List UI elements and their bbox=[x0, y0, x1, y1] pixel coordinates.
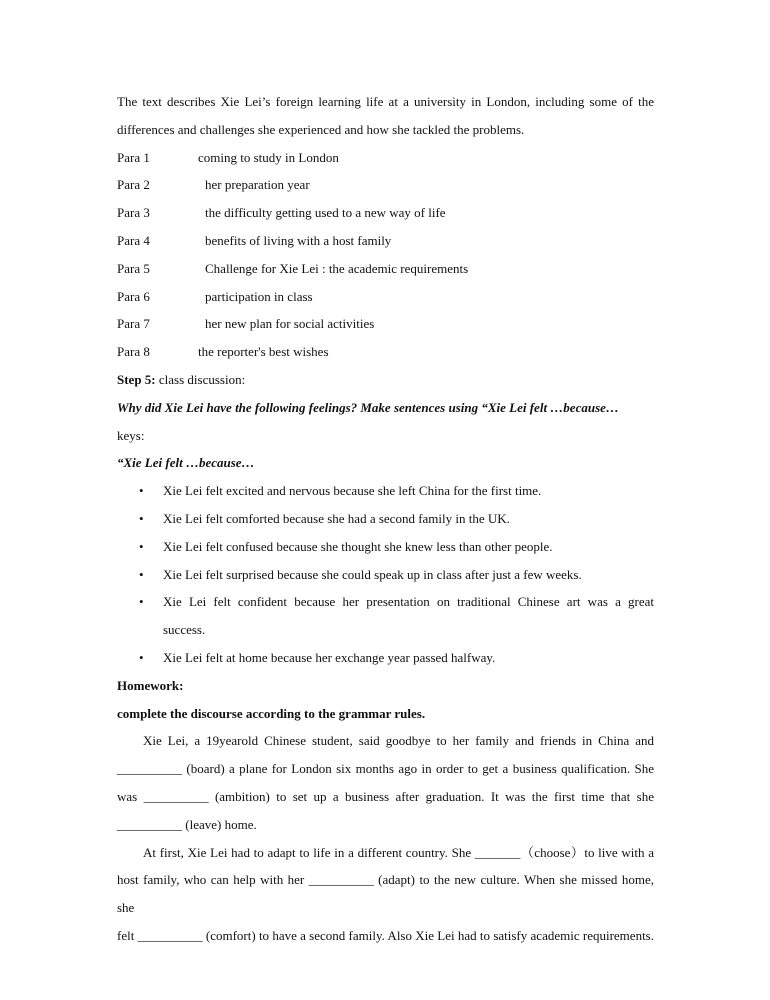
para-row bbox=[117, 227, 654, 255]
step5-text: class discussion: bbox=[155, 371, 246, 387]
para-label: Para 6 bbox=[117, 288, 150, 304]
key-sentence: Xie Lei felt confused because she thought she knew less than other people. bbox=[163, 538, 553, 554]
para-row bbox=[117, 199, 654, 227]
keys-pattern: “Xie Lei felt …because… bbox=[117, 455, 255, 471]
intro-line-1: The text describes Xie Lei’s foreign learning life at a university in London, including some of the bbox=[117, 94, 654, 109]
passage-line: host family, who can help with her __________ (adapt) to the new culture. When she missed home, she bbox=[117, 872, 654, 916]
para-label: Para 7 bbox=[117, 316, 150, 332]
list-item bbox=[117, 477, 654, 505]
bullet-icon: • bbox=[139, 566, 144, 582]
key-sentence: Xie Lei felt confident because her presentation on traditional Chinese art was a great bbox=[163, 594, 654, 610]
passage-paragraph-2 bbox=[117, 839, 654, 950]
para-label: Para 1 bbox=[117, 149, 150, 165]
para-label: Para 8 bbox=[117, 344, 150, 360]
document-page bbox=[117, 88, 654, 950]
para-row bbox=[117, 171, 654, 199]
key-sentence: Xie Lei felt comforted because she had a second family in the UK. bbox=[163, 510, 510, 526]
bullet-icon: • bbox=[139, 594, 144, 610]
homework-title: Homework: bbox=[117, 677, 184, 693]
step5-label: Step 5: bbox=[117, 371, 156, 387]
key-sentence: Xie Lei felt at home because her exchange year passed halfway. bbox=[163, 649, 496, 665]
passage-line: __________ (leave) home. bbox=[117, 816, 257, 832]
para-topic: her new plan for social activities bbox=[205, 316, 375, 332]
bullet-icon: • bbox=[139, 649, 144, 665]
para-label: Para 5 bbox=[117, 260, 150, 276]
passage-line: __________ (board) a plane for London six months ago in order to get a business qualification. She bbox=[117, 761, 654, 777]
intro-line-2: differences and challenges she experienced and how she tackled the problems. bbox=[117, 121, 525, 137]
discussion-question: Why did Xie Lei have the following feelings? Make sentences using “Xie Lei felt …because… bbox=[117, 399, 619, 415]
keys-list bbox=[117, 477, 654, 672]
list-item bbox=[117, 644, 654, 672]
list-item bbox=[117, 533, 654, 561]
para-label: Para 3 bbox=[117, 205, 150, 221]
passage-line: was __________ (ambition) to set up a business after graduation. It was the first time that she bbox=[117, 788, 654, 804]
para-label: Para 4 bbox=[117, 232, 150, 248]
step5-heading bbox=[117, 366, 654, 394]
homework-instruction: complete the discourse according to the grammar rules. bbox=[117, 705, 426, 721]
list-item bbox=[117, 505, 654, 533]
passage-line: felt __________ (comfort) to have a second family. Also Xie Lei had to satisfy academic requirements. bbox=[117, 927, 654, 943]
para-topic: Challenge for Xie Lei : the academic requirements bbox=[205, 260, 469, 276]
para-topic: the difficulty getting used to a new way of life bbox=[205, 205, 446, 221]
key-sentence: Xie Lei felt surprised because she could speak up in class after just a few weeks. bbox=[163, 566, 582, 582]
para-topic: her preparation year bbox=[205, 177, 310, 193]
list-item bbox=[117, 588, 654, 644]
para-row bbox=[117, 255, 654, 283]
passage-paragraph-1 bbox=[117, 727, 654, 838]
para-topic: coming to study in London bbox=[198, 149, 339, 165]
para-label: Para 2 bbox=[117, 177, 150, 193]
para-row bbox=[117, 338, 654, 366]
para-topic: participation in class bbox=[205, 288, 313, 304]
para-row bbox=[117, 310, 654, 338]
key-sentence: Xie Lei felt excited and nervous because she left China for the first time. bbox=[163, 483, 542, 499]
keys-label: keys: bbox=[117, 427, 145, 443]
para-topic: the reporter's best wishes bbox=[198, 344, 329, 360]
para-row bbox=[117, 283, 654, 311]
para-row bbox=[117, 144, 654, 172]
passage-line: Xie Lei, a 19yearold Chinese student, said goodbye to her family and friends in China and bbox=[143, 733, 654, 749]
key-sentence-continued: success. bbox=[163, 622, 206, 638]
list-item bbox=[117, 561, 654, 589]
para-list bbox=[117, 144, 654, 366]
bullet-icon: • bbox=[139, 510, 144, 526]
para-topic: benefits of living with a host family bbox=[205, 232, 392, 248]
bullet-icon: • bbox=[139, 483, 144, 499]
bullet-icon: • bbox=[139, 538, 144, 554]
passage-line: At first, Xie Lei had to adapt to life in a different country. She _______（choose）to live with a bbox=[143, 844, 654, 860]
